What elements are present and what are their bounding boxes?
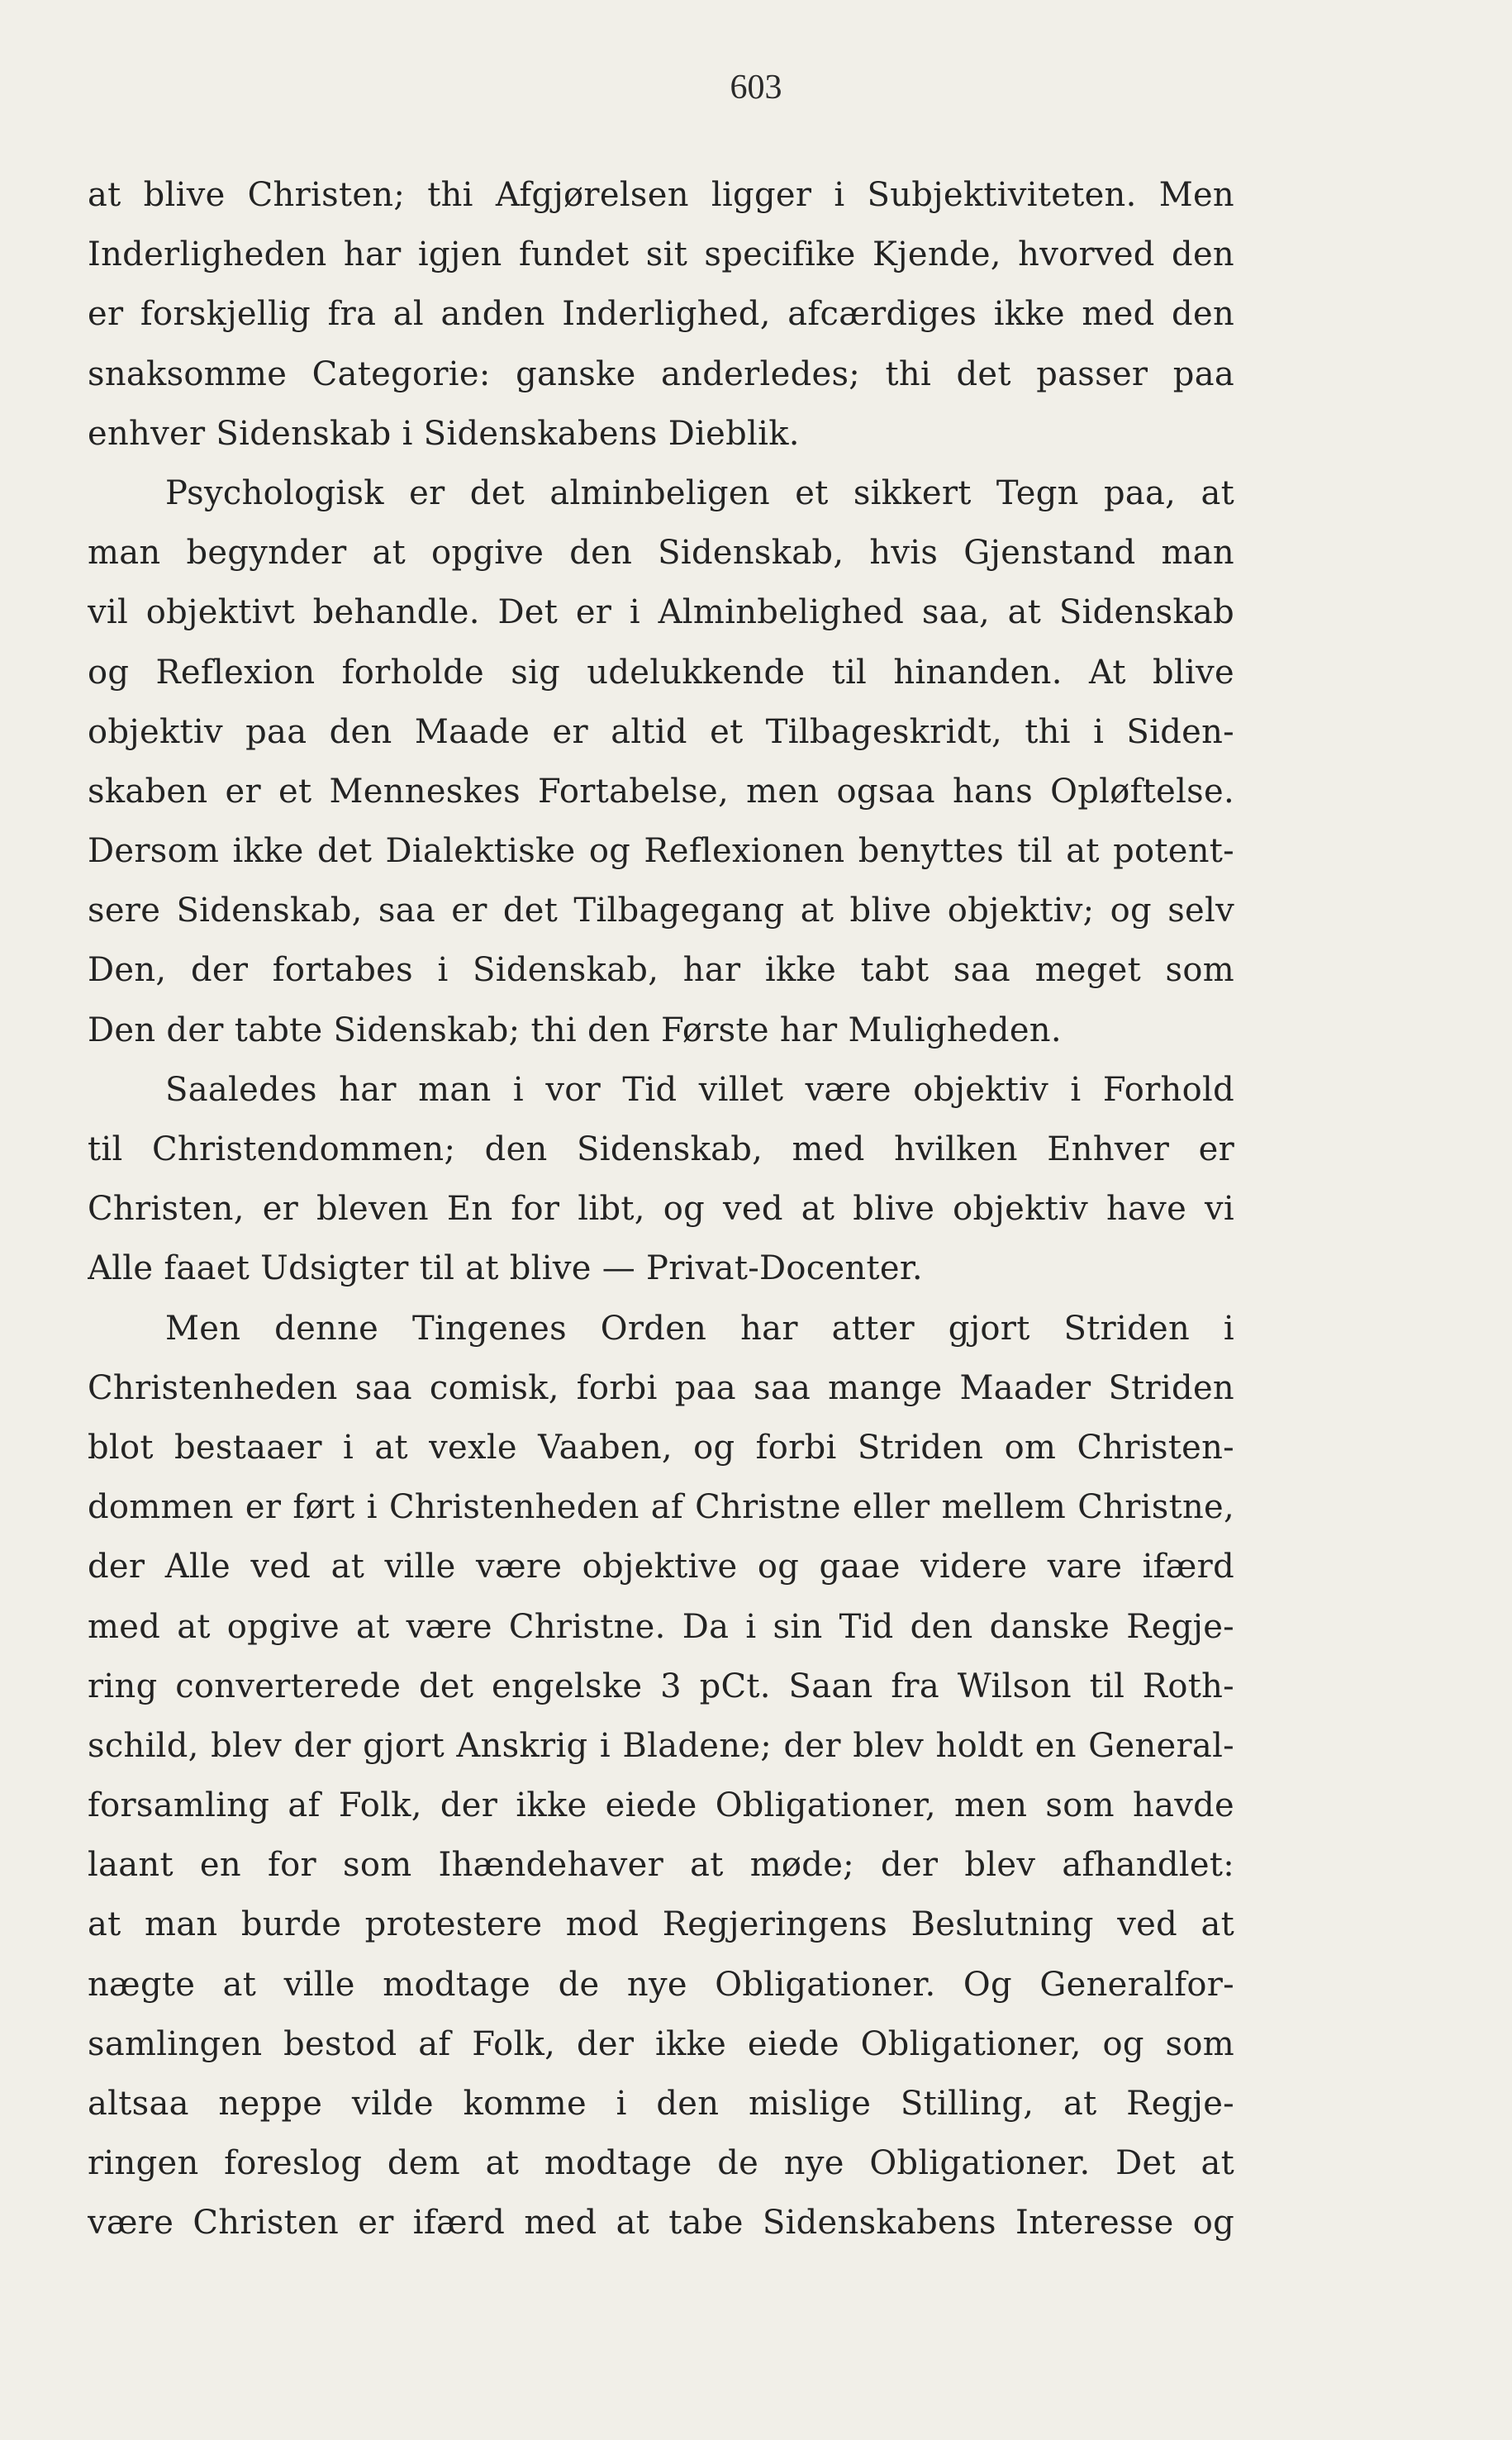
- text-line: skaben er et Menneskes Fortabelse, men ogsaa hans Opløftelse.: [88, 772, 1234, 811]
- text-line: nægte at ville modtage de nye Obligationer. Og Generalfor-: [88, 1965, 1234, 2004]
- text-line: sere Sidenskab, saa er det Tilbagegang at blive objektiv; og selv: [88, 892, 1234, 930]
- text-line: og Reflexion forholde sig udelukkende til hinanden. At blive: [88, 653, 1234, 692]
- text-line: schild, blev der gjort Anskrig i Bladene; der blev holdt en General-: [88, 1726, 1234, 1765]
- text-line: Inderligheden har igjen fundet sit specifike Kjende, hvorved den: [88, 235, 1234, 274]
- text-line: ring converterede det engelske 3 pCt. Saan fra Wilson til Roth-: [88, 1667, 1234, 1705]
- text-line: snaksomme Categorie: ganske anderledes; thi det passer paa: [88, 354, 1234, 393]
- text-line: Alle faaet Udsigter til at blive — Privat-Docenter.: [88, 1249, 923, 1288]
- text-line: man begynder at opgive den Sidenskab, hvis Gjenstand man: [88, 534, 1234, 573]
- text-line: Den, der fortabes i Sidenskab, har ikke tabt saa meget som: [88, 951, 1234, 990]
- text-line: til Christendommen; den Sidenskab, med hvilken Enhver er: [88, 1130, 1234, 1168]
- text-line: laant en for som Ihændehaver at møde; der blev afhandlet:: [88, 1846, 1234, 1885]
- text-line: Men denne Tingenes Orden har atter gjort Striden i: [165, 1309, 1234, 1348]
- text-line: enhver Sidenskab i Sidenskabens Dieblik.: [88, 414, 800, 453]
- text-line: forsamling af Folk, der ikke eiede Obligationer, men som havde: [88, 1786, 1234, 1825]
- text-line: altsaa neppe vilde komme i den mislige Stilling, at Regje-: [88, 2085, 1234, 2123]
- text-line: samlingen bestod af Folk, der ikke eiede Obligationer, og som: [88, 2024, 1234, 2063]
- text-line: Christen, er bleven En for libt, og ved at blive objektiv have vi: [88, 1190, 1234, 1229]
- text-line: der Alle ved at ville være objektive og gaae videre vare ifærd: [88, 1548, 1234, 1586]
- text-line: Psychologisk er det alminbeligen et sikkert Tegn paa, at: [165, 473, 1234, 512]
- text-line: Dersom ikke det Dialektiske og Reflexionen benyttes til at potent-: [88, 832, 1234, 871]
- text-line: er forskjellig fra al anden Inderlighed, afcærdiges ikke med den: [88, 295, 1234, 334]
- page-number: 603: [730, 69, 782, 107]
- text-line: at man burde protestere mod Regjeringens Beslutning ved at: [88, 1905, 1234, 1944]
- text-line: blot bestaaer i at vexle Vaaben, og forbi Striden om Christen-: [88, 1428, 1234, 1467]
- text-line: være Christen er ifærd med at tabe Sidenskabens Interesse og: [88, 2204, 1234, 2243]
- text-line: objektiv paa den Maade er altid et Tilbageskridt, thi i Siden-: [88, 712, 1234, 751]
- body-text: [88, 165, 1234, 2253]
- text-line: vil objektivt behandle. Det er i Alminbelighed saa, at Sidenskab: [88, 593, 1234, 632]
- text-line: ringen foreslog dem at modtage de nye Obligationer. Det at: [88, 2144, 1234, 2183]
- text-line: Den der tabte Sidenskab; thi den Første har Muligheden.: [88, 1011, 1062, 1049]
- text-line: Christenheden saa comisk, forbi paa saa mange Maader Striden: [88, 1368, 1234, 1407]
- text-line: at blive Christen; thi Afgjørelsen ligger i Subjektiviteten. Men: [88, 176, 1234, 214]
- text-line: med at opgive at være Christne. Da i sin Tid den danske Regje-: [88, 1607, 1234, 1646]
- text-line: Saaledes har man i vor Tid villet være objektiv i Forhold: [165, 1070, 1234, 1109]
- text-line: dommen er ført i Christenheden af Christne eller mellem Christne,: [88, 1488, 1234, 1527]
